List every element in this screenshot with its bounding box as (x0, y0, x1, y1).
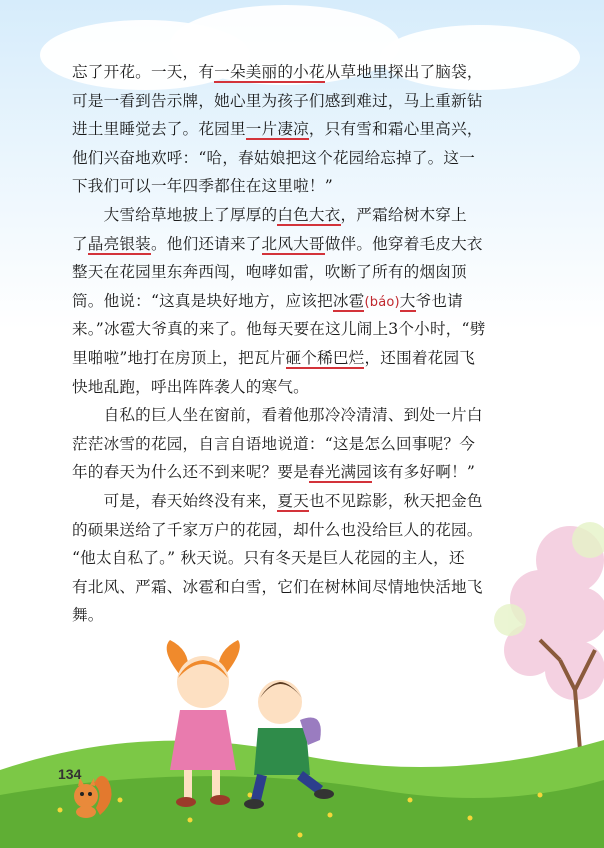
text-line (72, 287, 562, 316)
underlined-phrase: 白色大衣 (277, 205, 341, 224)
underlined-phrase: 夏天 (277, 491, 309, 510)
text-segment: 可是一看到告示牌，她心里为孩子们感到难过，马上重新钻 (72, 91, 483, 110)
text-line (72, 516, 562, 545)
text-line (72, 87, 562, 116)
text-segment: 来。”冰雹大爷真的来了。他每天要在这儿闹上3个小时，“劈 (72, 320, 486, 339)
text-segment: 忘了开花。一天，有 (72, 63, 215, 81)
text-segment: 下我们可以一年四季都住在这里啦！” (72, 177, 333, 196)
text-line (72, 315, 562, 344)
text-segment: 该有多好啊！” (372, 463, 476, 482)
text-line (72, 573, 562, 602)
text-segment: 做伴。他穿着毛皮大衣 (324, 234, 483, 253)
text-line (72, 258, 562, 287)
underlined-phrase: 一片凄凉 (245, 120, 309, 139)
text-segment: ，只有雪和霜心里高兴， (308, 120, 483, 139)
underlined-phrase: 北风大哥 (261, 234, 325, 253)
text-line (72, 230, 562, 259)
text-segment: 筒。他说：“这真是块好地方，应该把 (72, 291, 333, 310)
text-segment: 可是，春天始终没有来， (72, 491, 278, 510)
text-line (72, 544, 562, 573)
text-line (72, 115, 562, 144)
text-segment: 爷也请 (415, 291, 463, 310)
text-segment: 。他们还请来了 (150, 234, 262, 253)
text-line (72, 601, 562, 630)
underlined-phrase: 冰雹 (332, 291, 365, 310)
text-segment: ，还围着花园飞 (364, 348, 476, 367)
paragraph (72, 401, 562, 487)
underlined-phrase: 大 (399, 291, 416, 310)
underlined-phrase: 春光满园 (308, 463, 373, 482)
text-segment: 也不见踪影，秋天把金色 (308, 491, 483, 510)
underlined-phrase: 一朵美丽的 (214, 63, 294, 81)
paragraph (72, 487, 562, 630)
text-segment: 了 (72, 234, 88, 253)
text-segment: “他太自私了。” 秋天说。只有冬天是巨人花园的主人，还 (72, 549, 465, 568)
story-text (72, 58, 562, 630)
text-segment: 里啪啦”地打在房顶上，把瓦片 (72, 348, 286, 367)
underlined-phrase: 晶亮银装 (87, 234, 151, 253)
running-children-illustration (150, 640, 350, 820)
text-segment: 整天在花园里东奔西闯，咆哮如雷，吹断了所有的烟囱顶 (72, 263, 467, 282)
text-line (72, 373, 562, 402)
text-segment: 快地乱跑，呼出阵阵袭人的寒气。 (72, 377, 309, 396)
paragraph (72, 201, 562, 401)
text-line (72, 58, 562, 87)
paragraph (72, 58, 562, 201)
text-line (72, 430, 562, 459)
text-segment: 进土里睡觉去了。花园里 (72, 120, 246, 139)
text-segment: 自私的巨人坐在窗前，看着他那冷冷清清、到处一片白 (72, 406, 483, 425)
text-segment: 有北风、严霜、冰雹和白雪，它们在树林间尽情地快活地飞 (72, 577, 483, 596)
text-line (72, 458, 562, 487)
text-line (72, 172, 562, 201)
text-segment: 茫茫冰雪的花园，自言自语地说道：“这是怎么回事呢？今 (72, 434, 476, 453)
text-segment: 从草地里探出了脑袋， (324, 63, 483, 81)
page-number: 134 (58, 766, 82, 782)
text-line (72, 401, 562, 430)
text-line (72, 201, 562, 230)
text-line (72, 144, 562, 173)
text-segment: 舞。 (72, 606, 104, 625)
underlined-phrase: 小花 (293, 63, 325, 81)
text-line (72, 487, 562, 516)
text-segment: 的硕果送给了千家万户的花园，却什么也没给巨人的花园。 (72, 520, 483, 539)
pinyin-annotation: (báo) (364, 294, 400, 310)
text-segment: ，严霜给树木穿上 (340, 205, 467, 224)
text-line (72, 344, 562, 373)
text-segment: 年的春天为什么还不到来呢？要是 (72, 463, 309, 482)
text-segment: 他们兴奋地欢呼：“哈，春姑娘把这个花园给忘掉了。这一 (72, 148, 476, 167)
text-segment: 大雪给草地披上了厚厚的 (72, 205, 278, 224)
underlined-phrase: 砸个稀巴烂 (285, 348, 365, 367)
